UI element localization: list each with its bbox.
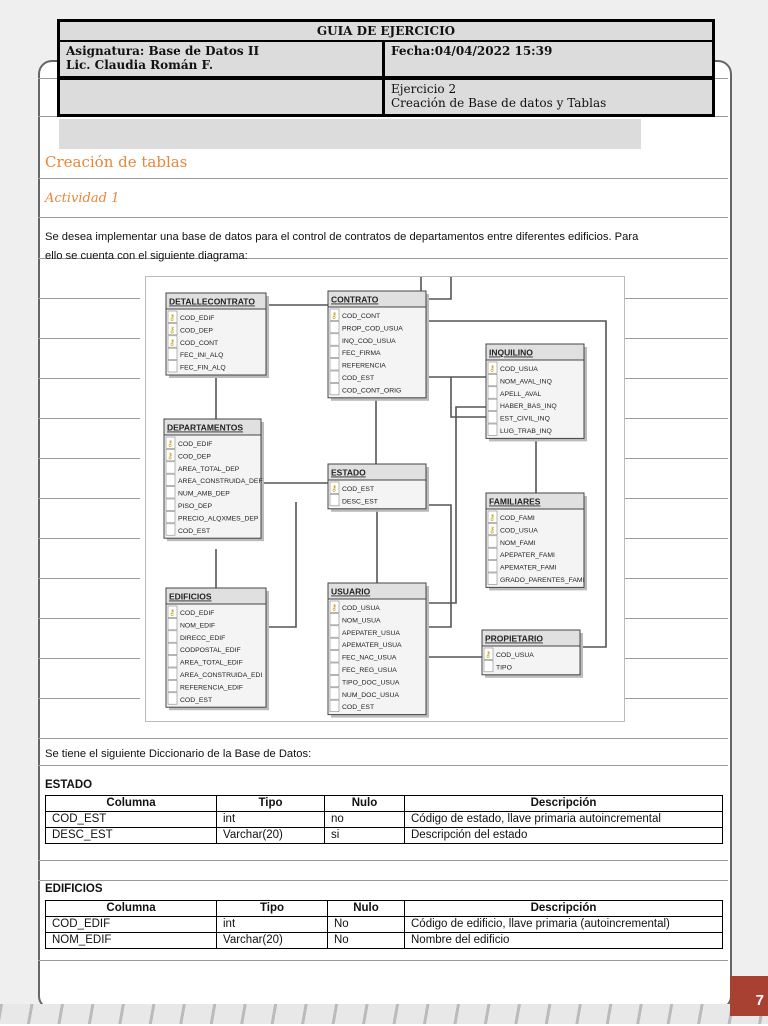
primary-key-icon: ⚷: [167, 451, 174, 462]
header-subject: Asignatura: Base de Datos II: [66, 44, 260, 58]
field-selector: [330, 675, 339, 686]
entity-field: LUG_TRAB_INQ: [500, 428, 552, 435]
table-row: [46, 812, 723, 828]
field-selector: [166, 474, 175, 485]
table-cell: Varchar(20): [217, 828, 325, 844]
entity-propietario: [482, 630, 583, 678]
er-diagram-svg: [146, 277, 624, 721]
footer-strip: [0, 1004, 768, 1024]
primary-key-icon: ⚷: [489, 513, 496, 523]
entity-field: EST_CIVIL_INQ: [500, 415, 550, 423]
header-exercise-box: [57, 78, 715, 117]
table-cell: COD_EST: [46, 812, 217, 828]
primary-key-icon: ⚷: [169, 608, 176, 618]
entity-field: NOM_FAMI: [500, 539, 536, 547]
field-selector: [330, 321, 339, 332]
entity-familiares: [486, 493, 587, 590]
header-exercise-title: Creación de Base de datos y Tablas: [391, 96, 607, 110]
table-cell: No: [328, 933, 405, 949]
field-selector: [330, 663, 339, 674]
primary-key-icon: ⚷: [489, 525, 496, 536]
field-selector: [488, 374, 497, 385]
field-selector: [330, 346, 339, 357]
primary-key-icon: ⚷: [169, 313, 176, 323]
field-selector: [488, 548, 497, 559]
column-header: Tipo: [217, 901, 328, 917]
field-selector: [330, 688, 339, 699]
relationship-line: [266, 502, 296, 627]
entity-field: COD_DEP: [178, 453, 211, 461]
entity-field: NUM_AMB_DEP: [178, 490, 230, 498]
table-cell: Nombre del edificio: [405, 933, 723, 949]
entity-field: GRADO_PARENTES_FAMI: [500, 577, 585, 584]
field-selector: [166, 511, 175, 522]
entity-name: USUARIO: [331, 586, 371, 597]
entity-field: REFERENCIA_EDIF: [180, 684, 244, 692]
table-cell: Código de edificio, llave primaria (autoincremental): [405, 917, 723, 933]
field-selector: [168, 348, 177, 359]
column-header: Nulo: [325, 796, 405, 812]
table-cell: Varchar(20): [217, 933, 328, 949]
entity-field: COD_CONT: [180, 339, 219, 347]
field-selector: [166, 487, 175, 498]
entity-field: COD_EST: [342, 486, 375, 493]
table-row: [46, 917, 723, 933]
entity-inquilino: [486, 344, 587, 441]
er-diagram: [145, 276, 625, 722]
entity-field: INQ_COD_USUA: [342, 337, 396, 345]
header-date: Fecha:04/04/2022 15:39: [391, 44, 553, 58]
entity-name: INQUILINO: [489, 347, 533, 358]
entity-name: PROPIETARIO: [485, 633, 543, 644]
entity-field: COD_DEP: [180, 327, 213, 335]
entity-name: ESTADO: [331, 467, 366, 478]
column-header: Columna: [46, 796, 217, 812]
header-subject-cell: [60, 42, 385, 76]
entity-field: TIPO: [496, 664, 512, 672]
table-row: [46, 828, 723, 844]
entity-field: NOM_USUA: [342, 617, 381, 625]
table-cell: No: [328, 917, 405, 933]
header-gray-band: [59, 119, 641, 149]
entity-field: AREA_TOTAL_EDIF: [180, 659, 243, 667]
field-selector: [330, 626, 339, 637]
entity-name: CONTRATO: [331, 294, 379, 305]
table-cell: no: [325, 812, 405, 828]
field-selector: [484, 660, 493, 671]
field-selector: [330, 700, 339, 711]
entity-name: FAMILIARES: [489, 496, 541, 507]
entity-field: CODPOSTAL_EDIF: [180, 647, 241, 655]
table-cell: NOM_EDIF: [46, 933, 217, 949]
field-selector: [166, 499, 175, 510]
entity-field: COD_USUA: [496, 652, 534, 659]
field-selector: [168, 668, 177, 679]
entity-contrato: [328, 291, 429, 401]
entity-field: COD_EST: [180, 696, 213, 704]
entity-field: DIRECC_EDIF: [180, 634, 226, 642]
entity-name: DETALLECONTRATO: [169, 296, 255, 307]
primary-key-icon: ⚷: [169, 337, 176, 348]
entity-field: COD_EDIF: [180, 315, 215, 322]
table-row: [46, 933, 723, 949]
relationship-line: [426, 277, 451, 299]
entity-field: PRECIO_ALQXMES_DEP: [178, 515, 259, 523]
field-selector: [166, 462, 175, 473]
header-empty-cell: [60, 80, 385, 114]
entity-field: PISO_DEP: [178, 503, 212, 510]
field-selector: [166, 524, 175, 535]
dictionary-table-estado: [45, 795, 723, 844]
field-selector: [168, 361, 177, 372]
entity-field: FEC_INI_ALQ: [180, 352, 224, 360]
dictionary-table-edificios: [45, 900, 723, 949]
field-selector: [488, 412, 497, 423]
field-selector: [330, 613, 339, 624]
field-selector: [168, 680, 177, 691]
field-selector: [488, 424, 497, 435]
table-cell: int: [217, 917, 328, 933]
entity-field: COD_EST: [178, 527, 211, 535]
header-subject-box: [57, 40, 715, 79]
entity-field: COD_USUA: [500, 527, 538, 535]
field-selector: [330, 334, 339, 345]
entity-name: EDIFICIOS: [169, 591, 212, 602]
field-selector: [330, 359, 339, 370]
field-selector: [168, 631, 177, 642]
primary-key-icon: ⚷: [331, 311, 338, 321]
table-cell: si: [325, 828, 405, 844]
primary-key-icon: ⚷: [331, 484, 338, 494]
entity-field: FEC_REG_USUA: [342, 667, 397, 674]
field-selector: [488, 536, 497, 547]
entity-field: APEMATER_FAMI: [500, 564, 557, 572]
table-header-row: [46, 901, 723, 917]
entity-field: APELL_AVAL: [500, 390, 542, 398]
page-number: 7: [730, 976, 768, 1016]
entity-field: NUM_DOC_USUA: [342, 691, 400, 699]
table-name-estado: ESTADO: [45, 779, 93, 791]
entity-field: APEPATER_FAMI: [500, 552, 555, 560]
field-selector: [330, 383, 339, 394]
primary-key-icon: ⚷: [169, 325, 176, 336]
entity-field: AREA_CONSTRUIDA_DEF: [178, 478, 263, 486]
entity-field: COD_EDIF: [178, 441, 213, 448]
entity-field: APEMATER_USUA: [342, 642, 402, 650]
entity-field: REFERENCIA: [342, 362, 386, 370]
column-header: Tipo: [217, 796, 325, 812]
table-cell: Descripción del estado: [405, 828, 723, 844]
header-title: GUIA DE EJERCICIO: [316, 24, 456, 38]
entity-field: NOM_AVAL_INQ: [500, 378, 552, 386]
entity-field: FEC_FIN_ALQ: [180, 364, 226, 372]
header-teacher: Lic. Claudia Román F.: [66, 58, 214, 72]
field-selector: [488, 387, 497, 398]
entity-field: AREA_CONSTRUIDA_EDI: [180, 672, 263, 679]
entity-field: COD_CONT: [342, 313, 381, 320]
field-selector: [488, 561, 497, 572]
dictionary-intro: Se tiene el siguiente Diccionario de la Base de Datos:: [45, 748, 312, 760]
field-selector: [330, 638, 339, 649]
field-selector: [488, 399, 497, 410]
entity-field: TIPO_DOC_USUA: [342, 679, 400, 687]
column-header: Nulo: [328, 901, 405, 917]
table-header-row: [46, 796, 723, 812]
entity-field: AREA_TOTAL_DEP: [178, 465, 240, 473]
entity-name: DEPARTAMENTOS: [167, 422, 244, 433]
intro-paragraph: [45, 228, 725, 266]
table-cell: COD_EDIF: [46, 917, 217, 933]
table-cell: DESC_EST: [46, 828, 217, 844]
intro-line-1: Se desea implementar una base de datos para el control de contratos de departamentos entre diferentes edificios. Para: [45, 231, 639, 243]
table-cell: Código de estado, llave primaria autoincremental: [405, 812, 723, 828]
field-selector: [330, 651, 339, 662]
entity-field: COD_CONT_ORIG: [342, 387, 402, 395]
activity-title: Actividad 1: [45, 191, 120, 206]
column-header: Descripción: [405, 901, 723, 917]
entity-field: COD_USUA: [342, 605, 380, 612]
entity-field: COD_FAMI: [500, 515, 535, 522]
entity-usuario: [328, 583, 429, 718]
field-selector: [168, 693, 177, 704]
intro-line-2: ello se cuenta con el siguiente diagrama:: [45, 250, 248, 262]
primary-key-icon: ⚷: [485, 650, 492, 660]
field-selector: [330, 371, 339, 382]
entity-field: FEC_NAC_USUA: [342, 654, 397, 662]
entity-field: DESC_EST: [342, 498, 378, 506]
entity-field: PROP_COD_USUA: [342, 325, 403, 333]
primary-key-icon: ⚷: [331, 603, 338, 613]
header-exercise-cell: [385, 80, 712, 114]
entity-field: COD_EST: [342, 704, 375, 712]
entity-field: HABER_BAS_INQ: [500, 403, 557, 411]
column-header: Columna: [46, 901, 217, 917]
field-selector: [488, 573, 497, 584]
section-title: Creación de tablas: [45, 153, 188, 171]
primary-key-icon: ⚷: [167, 439, 174, 449]
table-name-edificios: EDIFICIOS: [45, 883, 103, 895]
entity-field: NOM_EDIF: [180, 622, 216, 630]
field-selector: [168, 656, 177, 667]
field-selector: [330, 494, 339, 505]
entity-field: COD_EDIF: [180, 610, 215, 617]
primary-key-icon: ⚷: [489, 364, 496, 374]
field-selector: [168, 643, 177, 654]
column-header: Descripción: [405, 796, 723, 812]
entity-estado: [328, 464, 429, 512]
field-selector: [168, 618, 177, 629]
entity-edificios: [166, 588, 269, 710]
entity-field: COD_EST: [342, 375, 375, 382]
table-cell: int: [217, 812, 325, 828]
entity-field: COD_USUA: [500, 366, 538, 373]
entity-field: APEPATER_USUA: [342, 629, 400, 637]
entity-departamentos: [164, 419, 264, 541]
header-exercise: Ejercicio 2: [391, 82, 457, 96]
entity-field: FEC_FIRMA: [342, 350, 381, 358]
entity-detallecontrato: [166, 293, 269, 378]
